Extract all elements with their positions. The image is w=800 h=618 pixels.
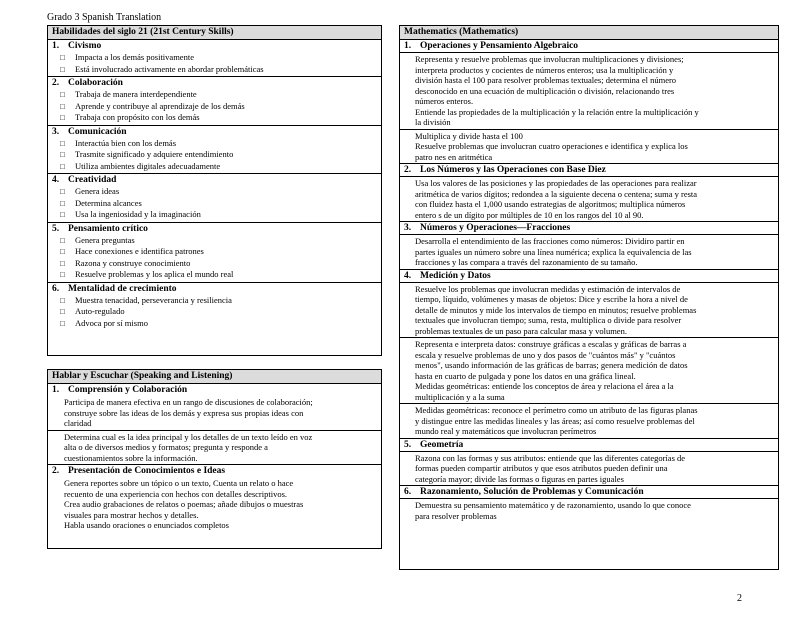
math-section — [400, 40, 778, 164]
standard-text-line: con fluidez hasta el 1,000 usando estrategias de algoritmos; multiplica números — [415, 199, 686, 209]
standard-row — [400, 499, 778, 522]
skill-item — [52, 235, 377, 247]
skill-item-text: Trabaja de manera interdependiente — [75, 89, 197, 99]
section-title: Civismo — [68, 41, 102, 51]
standard-row — [400, 130, 778, 164]
section-number: 1. — [52, 41, 60, 51]
section-number: 6. — [52, 283, 60, 294]
section-heading — [400, 40, 778, 53]
skill-item — [52, 209, 377, 221]
skill-item — [52, 198, 377, 210]
skill-item-text: Impacta a los demás positivamente — [75, 52, 194, 62]
document-title: Grado 3 Spanish Translation — [47, 12, 162, 23]
section-number: 1. — [404, 41, 412, 51]
skill-item-text: Advoca por sí mismo — [75, 317, 148, 328]
standard-text-line: cuestionamientos sobre la información. — [64, 452, 198, 463]
skill-item — [52, 64, 377, 76]
skill-item — [52, 138, 377, 150]
skill-item — [52, 246, 377, 258]
math-section — [400, 439, 778, 487]
section-title: Presentación de Conocimientos e Ideas — [68, 466, 226, 476]
skill-item — [52, 295, 377, 307]
section-heading — [400, 486, 778, 499]
standard-text-line: patro nes en aritmética — [415, 151, 493, 162]
standard-row — [400, 452, 778, 486]
section-number: 2. — [404, 165, 412, 175]
section-heading — [52, 77, 377, 89]
listening-section — [48, 384, 381, 465]
section-number: 2. — [52, 78, 60, 88]
skill-item-text: Genera ideas — [75, 186, 120, 196]
standard-text-line: Determina cual es la idea principal y los detalles de un texto leído en voz — [64, 431, 313, 442]
section-title: Los Números y las Operaciones con Base Diez — [420, 165, 606, 175]
checkbox-icon: □ — [60, 64, 65, 74]
standard-text-line: menos", usando información de las gráficas de barras; genera medición de datos — [415, 360, 688, 370]
standard-text-line: Demuestra su pensamiento matemático y de razonamiento, usando lo que conoce — [415, 500, 691, 510]
checkbox-icon: □ — [60, 161, 65, 171]
standard-text-line: Medidas geométricas: reconoce el perímetro como un atributo de las figuras planas — [415, 405, 698, 415]
standard-text-line: problemas textuales de un paso para calcular masa y volumen. — [415, 325, 627, 336]
section-number: 6. — [404, 487, 412, 497]
checkbox-icon: □ — [60, 138, 65, 148]
standard-text-line: recuento de una experiencia con hechos con detalles descriptivos. — [64, 488, 288, 499]
skill-item-text: Determina alcances — [75, 197, 142, 208]
standard-text-line: Desarrolla el entendimiento de las fracciones como números: Dividiro partir en — [415, 236, 685, 246]
standard-text-line: la división — [415, 117, 451, 127]
standard-text-line: detalle de minutos y mide los intervalos de tiempo en minutos; resuelve problemas — [415, 304, 697, 315]
checkbox-icon: □ — [60, 307, 65, 316]
section-number: 3. — [52, 126, 60, 137]
section-heading — [400, 439, 778, 452]
standard-text-line: aritmética de varios dígitos; redondea a la siguiente decena o centena; suma y resta — [415, 188, 698, 199]
skill-item — [52, 101, 377, 113]
section-number: 4. — [404, 270, 412, 281]
standard-text-line: entero s de un dígito por múltiples de 10 en los rangos del 10 al 90. — [415, 209, 644, 220]
standard-text-line: textuales que involucran tiempo; suma, resta, multiplica o divide para resolver — [415, 315, 682, 325]
listening-section — [48, 465, 381, 532]
standard-text-line: fracciones y las compara a través del razonamiento de su tamaño. — [415, 257, 638, 267]
section-title: Operaciones y Pensamiento Algebraico — [420, 41, 579, 51]
skill-item-text: Usa la ingeniosidad y la imaginación — [75, 209, 201, 219]
standard-text-line: Resuelve los problemas que involucran medidas y estimación de intervalos de — [415, 283, 681, 294]
standard-row — [400, 404, 778, 438]
section-title: Razonamiento, Solución de Problemas y Comunicación — [420, 487, 644, 497]
standard-text-line: Representa y resuelve problemas que involucran multiplicaciones y divisiones; — [415, 54, 684, 64]
mathematics-table — [399, 25, 779, 570]
standard-text-line: interpreta productos y cocientes de números enteros; usa la multiplicación y — [415, 64, 674, 75]
skills-section — [48, 126, 381, 175]
standard-text-line: mundo real y matemáticos que involucran perímetros — [415, 426, 597, 436]
section-number: 1. — [52, 385, 60, 395]
standard-text-line: alta o de diversos medios y formatos; pregunta y responde a — [64, 442, 268, 452]
standard-text-line: visuales para mostrar hechos y detalles. — [64, 509, 199, 520]
math-section — [400, 270, 778, 439]
skill-item — [52, 186, 377, 198]
section-heading — [52, 223, 377, 235]
speaking-listening-table — [47, 369, 382, 549]
skill-item-text: Muestra tenacidad, perseverancia y resiliencia — [75, 294, 232, 305]
section-heading — [52, 174, 377, 186]
checkbox-icon: □ — [60, 258, 65, 268]
skills-section — [48, 77, 381, 126]
standard-row — [400, 53, 778, 130]
standard-text-line: Resuelve problemas que involucran cuatro operaciones e identifica y explica los — [415, 141, 688, 151]
skill-item — [52, 318, 377, 330]
checkbox-icon: □ — [60, 150, 65, 159]
page-number: 2 — [737, 593, 742, 604]
standard-text-line: números enteros. — [415, 96, 474, 106]
standard-text-line: escala y resuelve problemas de uno y dos pasos de "cuántos más" y "cuántos — [415, 349, 676, 360]
section-title: Creatividad — [68, 175, 117, 185]
checkbox-icon: □ — [60, 235, 65, 245]
skill-item-text: Trabaja con propósito con los demás — [75, 112, 200, 122]
section-heading — [48, 465, 381, 477]
standard-text-line: desconocido en una ecuación de multiplicación o división, relacionando tres — [415, 85, 675, 96]
standard-text-line: Genera reportes sobre un tópico o un texto, Cuenta un relato o hace — [64, 478, 294, 488]
skill-item — [52, 149, 377, 161]
skill-item-text: Auto-regulado — [75, 306, 125, 316]
skill-item-text: Está involucrado activamente en abordar problemáticas — [75, 63, 264, 74]
standard-text-line: y distingue entre las medidas lineales y las áreas; así como resuelve problemas del — [415, 415, 695, 426]
section-number: 4. — [52, 175, 60, 185]
standard-text-line: Representa e interpreta datos: construye gráficas a escalas y gráficas de barras a — [415, 339, 687, 349]
standard-text-line: Habla usando oraciones o enunciados completos — [64, 520, 229, 530]
section-heading — [400, 222, 778, 235]
standard-text-line: Multiplica y divide hasta el 100 — [415, 130, 523, 141]
checkbox-icon: □ — [60, 295, 65, 305]
section-title: Números y Operaciones—Fracciones — [420, 223, 571, 233]
skill-item — [52, 258, 377, 270]
skill-item-text: Hace conexiones e identifica patrones — [75, 246, 204, 256]
checkbox-icon: □ — [60, 270, 65, 279]
standard-row — [400, 338, 778, 404]
standard-text-line: formas pueden compartir atributos y que esos atributos pueden definir una — [415, 463, 668, 473]
standard-text-line: partes iguales un número sobre una línea numérica; explica la equivalencia de las — [415, 246, 692, 257]
section-heading — [400, 270, 778, 283]
skill-item — [52, 112, 377, 124]
checkbox-icon: □ — [60, 101, 65, 111]
standard-row — [400, 283, 778, 339]
skills-table — [47, 25, 382, 356]
section-number: 5. — [404, 439, 412, 450]
skills-section — [48, 283, 381, 331]
standard-text-line: Razona con las formas y sus atributos: entiende que las diferentes categorías de — [415, 452, 686, 463]
section-number: 5. — [52, 223, 60, 234]
checkbox-icon: □ — [60, 90, 65, 99]
math-section — [400, 164, 778, 222]
section-heading — [400, 164, 778, 177]
section-title: Comunicación — [68, 126, 127, 137]
standard-text-line: división hasta el 100 para resolver problemas textuales; determina el número — [415, 75, 677, 85]
standard-text-line: tiempo, líquido, volúmenes y masas de objetos: Dice y escribe la hora a nivel de — [415, 294, 688, 304]
standard-row — [48, 396, 381, 431]
standard-row — [48, 431, 381, 465]
standard-text-line: para resolver problemas — [415, 510, 497, 521]
standard-row — [48, 477, 381, 532]
standard-row — [400, 235, 778, 269]
checkbox-icon: □ — [60, 198, 65, 208]
math-section — [400, 486, 778, 522]
section-title: Colaboración — [68, 78, 123, 88]
skills-section — [48, 40, 381, 77]
standard-text-line: Medidas geométricas: entiende los conceptos de área y relaciona el área a la — [415, 381, 674, 391]
skill-item — [52, 89, 377, 101]
standard-text-line: Crea audio grabaciones de relatos o poemas; añade dibujos o muestras — [64, 499, 304, 509]
checkbox-icon: □ — [60, 247, 65, 256]
section-title: Medición y Datos — [420, 270, 491, 281]
standard-text-line: construye sobre las ideas de los demás y expresa sus propias ideas con — [64, 407, 304, 418]
checkbox-icon: □ — [60, 210, 65, 219]
mathematics-header: Mathematics (Mathematics) — [400, 26, 778, 40]
standard-text-line: categoría mayor; divide las formas o figuras en partes iguales — [415, 473, 624, 484]
skill-item — [52, 161, 377, 173]
standard-row — [400, 177, 778, 221]
section-title: Comprensión y Colaboración — [68, 385, 188, 395]
skill-item-text: Interactúa bien con los demás — [75, 137, 177, 148]
skills-table-header: Habilidades del siglo 21 (21st Century Skills) — [48, 26, 381, 40]
section-number: 2. — [52, 466, 60, 476]
standard-text-line: claridad — [64, 418, 92, 428]
speaking-listening-header: Hablar y Escuchar (Speaking and Listening) — [48, 370, 381, 384]
skill-item-text: Trasmite significado y adquiere entendimiento — [75, 149, 234, 159]
math-section — [400, 222, 778, 270]
checkbox-icon: □ — [60, 53, 65, 62]
skill-item — [52, 306, 377, 318]
checkbox-icon: □ — [60, 187, 65, 196]
skill-item-text: Razona y construye conocimiento — [75, 257, 191, 268]
standard-text-line: Participa de manera efectiva en un rango de discusiones de colaboración; — [64, 397, 313, 407]
skills-section — [48, 223, 381, 283]
standard-text-line: Entiende las propiedades de la multiplicación y la relación entre la multiplicación y — [415, 106, 699, 117]
skill-item — [52, 52, 377, 64]
checkbox-icon: □ — [60, 318, 65, 328]
section-heading — [52, 126, 377, 138]
section-heading — [52, 283, 377, 295]
skills-section — [48, 174, 381, 223]
section-title: Pensamiento crítico — [68, 223, 148, 234]
checkbox-icon: □ — [60, 113, 65, 122]
section-heading — [52, 40, 377, 52]
skill-item-text: Aprende y contribuye al aprendizaje de los demás — [75, 100, 245, 111]
skill-item-text: Utiliza ambientes digitales adecuadamente — [75, 160, 221, 171]
standard-text-line: Usa los valores de las posiciones y las propiedades de las operaciones para realizar — [415, 178, 697, 188]
section-title: Geometría — [420, 439, 464, 450]
skill-item — [52, 269, 377, 281]
standard-text-line: hasta en cuarto de pulgada y pone los datos en una gráfica lineal. — [415, 370, 636, 381]
skill-item-text: Genera preguntas — [75, 234, 135, 245]
section-number: 3. — [404, 223, 412, 233]
section-heading — [48, 384, 381, 396]
skill-item-text: Resuelve problemas y los aplica el mundo real — [75, 269, 234, 279]
section-title: Mentalidad de crecimiento — [68, 283, 177, 294]
standard-text-line: multiplicación y a la suma — [415, 391, 505, 402]
